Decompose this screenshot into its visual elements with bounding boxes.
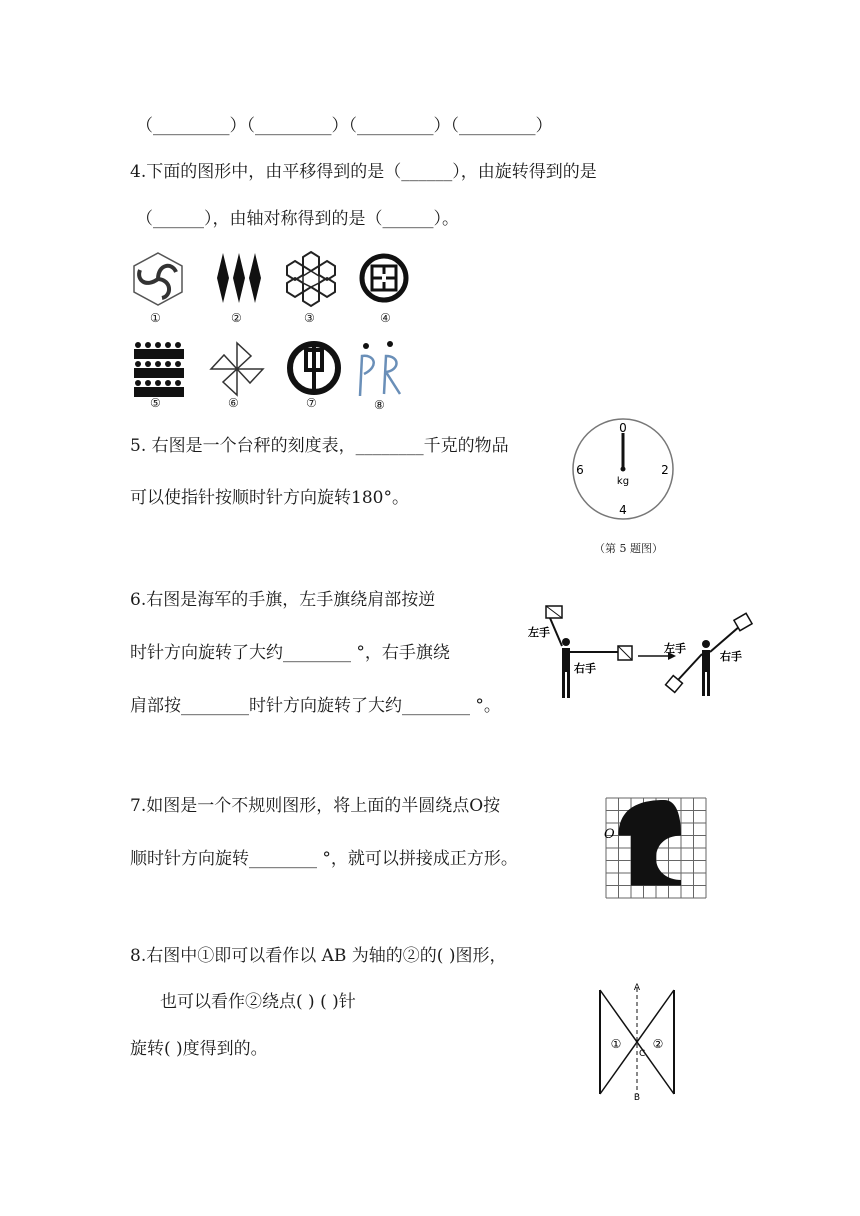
figure-label-4: ④ bbox=[380, 311, 391, 325]
point-o-label: O bbox=[604, 827, 615, 842]
shape-2-label: ② bbox=[652, 1037, 664, 1051]
dial-label-right: 2 bbox=[661, 463, 669, 477]
point-c-label: C bbox=[639, 1049, 646, 1059]
q6-left-hand-label-2: 左手 bbox=[664, 642, 686, 655]
figure-label-8: ⑧ bbox=[374, 398, 385, 412]
dial-label-top: 0 bbox=[619, 421, 627, 435]
figure-label-5: ⑤ bbox=[150, 396, 161, 410]
q6-right-hand-label-1: 右手 bbox=[574, 662, 596, 675]
q8-line1: 8.右图中①即可以看作以 AB 为轴的②的( )图形， bbox=[130, 946, 507, 966]
bank-logo-figure-4 bbox=[358, 252, 410, 304]
point-b-label: B bbox=[633, 1093, 641, 1102]
q5-figure-caption: （第 5 题图） bbox=[594, 542, 663, 555]
figure-label-1: ① bbox=[150, 311, 161, 325]
grid-semicircle-figure bbox=[604, 796, 708, 900]
q6-line3: 肩部按________时针方向旋转了大约________ °。 bbox=[130, 696, 501, 716]
q5-line1: 5. 右图是一个台秤的刻度表，________千克的物品 bbox=[130, 436, 509, 456]
q4-line1: 4.下面的图形中，由平移得到的是（______），由旋转得到的是 bbox=[130, 162, 597, 182]
q6-right-hand-label-2: 右手 bbox=[720, 650, 742, 663]
top-answer-blanks: （_________）（_________）（_________）（_________） bbox=[136, 116, 553, 136]
dial-label-left: 6 bbox=[576, 463, 584, 477]
q5-line2: 可以使指针按顺时针方向旋转180°。 bbox=[130, 488, 409, 508]
q6-left-hand-label-1: 左手 bbox=[528, 626, 550, 639]
swirl-hexagon-figure-1 bbox=[128, 250, 188, 308]
shape-1-label: ① bbox=[610, 1037, 622, 1051]
figure-label-3: ③ bbox=[304, 311, 315, 325]
dial-label-bottom: 4 bbox=[619, 503, 627, 517]
q8-line3: 旋转( )度得到的。 bbox=[130, 1039, 268, 1059]
point-a-label: A bbox=[633, 983, 641, 993]
semaphore-flags-figure bbox=[528, 600, 764, 704]
q4-line2: （______），由轴对称得到的是（______）。 bbox=[136, 209, 459, 229]
q6-line1: 6.右图是海军的手旗，左手旗绕肩部按逆 bbox=[130, 590, 436, 610]
round-logo-figure-7 bbox=[286, 340, 342, 396]
q6-line2: 时针方向旋转了大约________ °，右手旗绕 bbox=[130, 643, 450, 663]
pr-letters-figure-8 bbox=[352, 338, 408, 400]
q8-line2: 也可以看作②绕点( ) ( )针 bbox=[160, 992, 356, 1012]
dial-unit-label: kg bbox=[616, 476, 630, 487]
q7-line1: 7.如图是一个不规则图形，将上面的半圆绕点O按 bbox=[130, 796, 501, 816]
figure-label-7: ⑦ bbox=[306, 396, 317, 410]
diamond-row-figure-2 bbox=[214, 250, 264, 308]
people-crowd-figure-5 bbox=[132, 340, 188, 398]
hexagon-flower-figure-3 bbox=[280, 250, 342, 308]
q7-line2: 顺时针方向旋转________ °，就可以拼接成正方形。 bbox=[130, 849, 518, 869]
scale-dial-figure bbox=[570, 416, 676, 522]
bowtie-axis-figure bbox=[594, 980, 680, 1102]
pinwheel-figure-6 bbox=[208, 340, 266, 398]
figure-label-6: ⑥ bbox=[228, 396, 239, 410]
figure-label-2: ② bbox=[231, 311, 242, 325]
